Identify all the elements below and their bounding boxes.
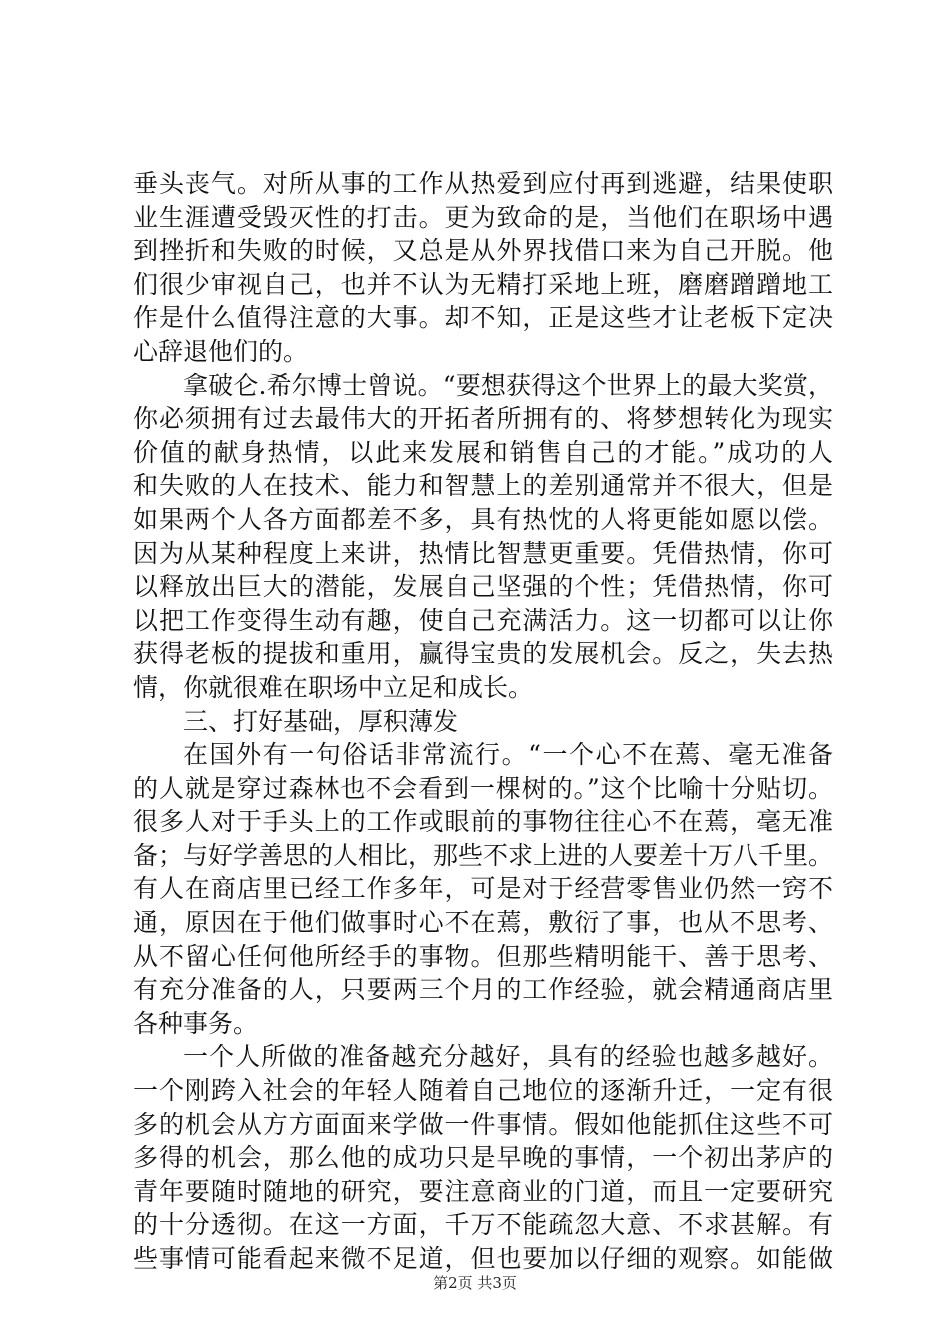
text-line: 到挫折和失败的时候，又总是从外界找借口来为自己开脱。他: [133, 236, 833, 266]
text-line: 的人就是穿过森林也不会看到一棵树的。”这个比喻十分贴切。: [133, 773, 833, 803]
text-line: 些事情可能看起来微不足道，但也要加以仔细的观察。如能做: [133, 1244, 833, 1273]
body-text: [133, 167, 833, 1276]
text-line: 获得老板的提拔和重用，赢得宝贵的发展机会。反之，失去热: [133, 639, 833, 669]
text-line: 从不留心任何他所经手的事物。但那些精明能干、善于思考、: [133, 941, 833, 971]
text-line: 拿破仑.希尔博士曾说。“要想获得这个世界上的最大奖赏，: [183, 370, 833, 400]
text-line: 通，原因在于他们做事时心不在蔫，敷衍了事，也从不思考、: [133, 908, 833, 938]
text-line: 情，你就很难在职场中立足和成长。: [133, 672, 534, 702]
text-line: 的十分透彻。在这一方面，千万不能疏忽大意、不求甚解。有: [133, 1210, 833, 1240]
text-line: 多得的机会，那么他的成功只是早晚的事情，一个初出茅庐的: [133, 1143, 833, 1173]
text-line: 在国外有一句俗话非常流行。“一个心不在蔫、毫无准备: [183, 740, 833, 770]
text-line: 们很少审视自己，也并不认为无精打采地上班，磨磨蹭蹭地工: [133, 269, 833, 299]
text-line: 以把工作变得生动有趣，使自己充满活力。这一切都可以让你: [133, 605, 833, 635]
text-line: 三、打好基础，厚积薄发: [183, 706, 459, 736]
text-line: 多的机会从方方面面来学做一件事情。假如他能抓住这些不可: [133, 1109, 833, 1139]
text-line: 如果两个人各方面都差不多，具有热忱的人将更能如愿以偿。: [133, 504, 833, 534]
text-line: 垂头丧气。对所从事的工作从热爱到应付再到逃避，结果使职: [133, 169, 833, 198]
text-line: 一个人所做的准备越充分越好，具有的经验也越多越好。: [183, 1042, 833, 1072]
text-line: 作是什么值得注意的大事。却不知，正是这些才让老板下定决: [133, 303, 833, 333]
text-line: 你必须拥有过去最伟大的开拓者所拥有的、将梦想转化为现实: [133, 404, 833, 434]
text-line: 备；与好学善思的人相比，那些不求上进的人要差十万八千里。: [133, 840, 833, 870]
text-line: 业生涯遭受毁灭性的打击。更为致命的是，当他们在职场中遇: [133, 202, 833, 232]
text-line: 心辞退他们的。: [133, 336, 309, 366]
text-line: 以释放出巨大的潜能，发展自己坚强的个性；凭借热情，你可: [133, 572, 833, 602]
text-line: 和失败的人在技术、能力和智慧上的差别通常并不很大，但是: [133, 471, 833, 501]
page-footer: 第2页 共3页: [433, 1274, 517, 1292]
text-line: 价值的献身热情，以此来发展和销售自己的才能。”成功的人: [133, 437, 833, 467]
text-line: 有人在商店里已经工作多年，可是对于经营零售业仍然一窍不: [133, 874, 833, 904]
text-line: 各种事务。: [133, 1008, 259, 1038]
text-line: 一个刚跨入社会的年轻人随着自己地位的逐渐升迁，一定有很: [133, 1076, 833, 1106]
text-line: 因为从某种程度上来讲，热情比智慧更重要。凭借热情，你可: [133, 538, 833, 568]
text-line: 有充分准备的人，只要两三个月的工作经验，就会精通商店里: [133, 975, 833, 1005]
text-line: 青年要随时随地的研究，要注意商业的门道，而且一定要研究: [133, 1176, 833, 1206]
text-line: 很多人对于手头上的工作或眼前的事物往往心不在蔫，毫无准: [133, 807, 833, 837]
